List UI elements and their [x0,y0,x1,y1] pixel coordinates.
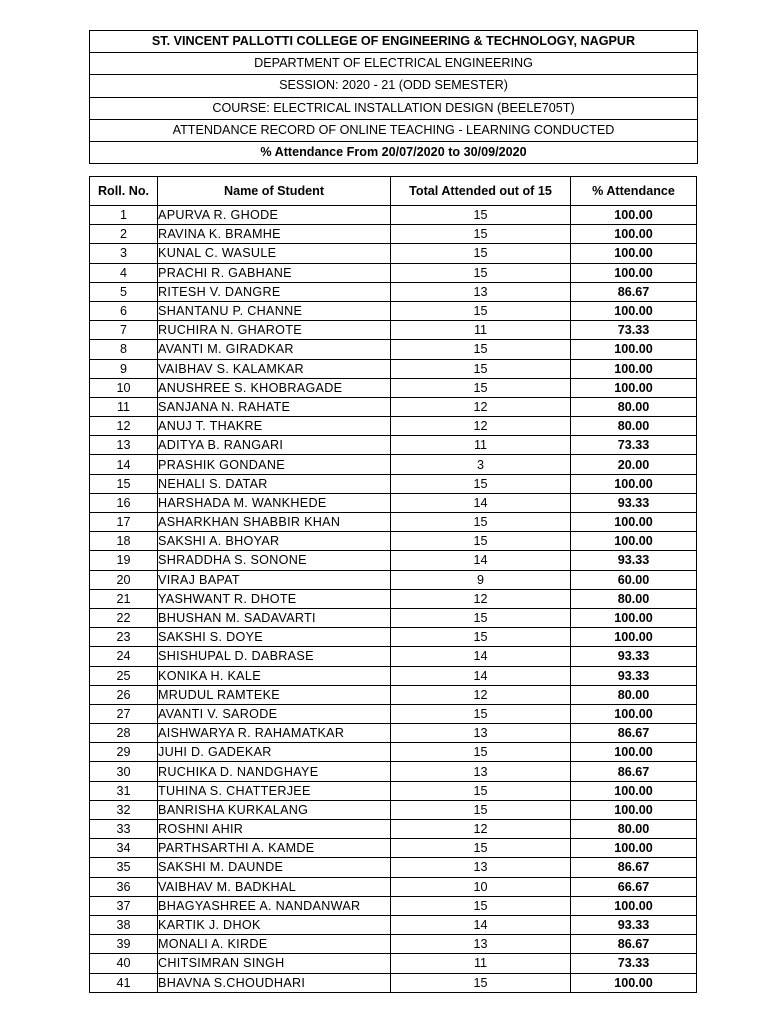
table-row [90,513,697,532]
student-name: MRUDUL RAMTEKE [158,685,391,704]
roll-number: 8 [90,340,158,359]
attendance-percent: 100.00 [571,206,697,225]
roll-number: 5 [90,282,158,301]
total-attended: 12 [391,589,571,608]
student-name: PRASHIK GONDANE [158,455,391,474]
attendance-percent: 100.00 [571,781,697,800]
attendance-percent: 86.67 [571,724,697,743]
table-row [90,935,697,954]
student-name: SHRADDHA S. SONONE [158,551,391,570]
total-attended: 15 [391,340,571,359]
course-label: COURSE: ELECTRICAL INSTALLATION DESIGN (BEELE705T) [90,98,697,120]
total-attended: 13 [391,935,571,954]
table-row [90,436,697,455]
college-name: ST. VINCENT PALLOTTI COLLEGE OF ENGINEERING & TECHNOLOGY, NAGPUR [90,31,697,53]
roll-number: 32 [90,800,158,819]
attendance-percent: 100.00 [571,340,697,359]
attendance-percent: 86.67 [571,858,697,877]
total-attended: 14 [391,551,571,570]
total-attended: 13 [391,858,571,877]
total-attended: 15 [391,704,571,723]
student-name: HARSHADA M. WANKHEDE [158,493,391,512]
table-row [90,896,697,915]
table-row [90,666,697,685]
column-header-name: Name of Student [158,177,391,206]
student-name: KUNAL C. WASULE [158,244,391,263]
student-name: JUHI D. GADEKAR [158,743,391,762]
student-name: SANJANA N. RAHATE [158,397,391,416]
student-name: KONIKA H. KALE [158,666,391,685]
attendance-percent: 100.00 [571,704,697,723]
table-row [90,685,697,704]
attendance-percent: 80.00 [571,685,697,704]
record-title: ATTENDANCE RECORD OF ONLINE TEACHING - LEARNING CONDUCTED [90,120,697,142]
table-row [90,321,697,340]
total-attended: 15 [391,973,571,992]
roll-number: 21 [90,589,158,608]
total-attended: 11 [391,954,571,973]
student-name: ANUSHREE S. KHOBRAGADE [158,378,391,397]
roll-number: 33 [90,820,158,839]
session-label: SESSION: 2020 - 21 (ODD SEMESTER) [90,75,697,97]
roll-number: 27 [90,704,158,723]
total-attended: 15 [391,800,571,819]
attendance-percent: 93.33 [571,647,697,666]
attendance-percent: 100.00 [571,608,697,627]
student-name: ANUJ T. THAKRE [158,417,391,436]
student-name: TUHINA S. CHATTERJEE [158,781,391,800]
roll-number: 37 [90,896,158,915]
table-row [90,589,697,608]
total-attended: 14 [391,493,571,512]
column-header-roll: Roll. No. [90,177,158,206]
student-name: APURVA R. GHODE [158,206,391,225]
table-row [90,378,697,397]
attendance-percent: 80.00 [571,417,697,436]
total-attended: 12 [391,685,571,704]
table-row [90,973,697,992]
attendance-percent: 100.00 [571,896,697,915]
total-attended: 15 [391,263,571,282]
roll-number: 25 [90,666,158,685]
table-row [90,858,697,877]
table-row [90,839,697,858]
attendance-percent: 73.33 [571,954,697,973]
attendance-percent: 100.00 [571,839,697,858]
table-row [90,359,697,378]
student-name: RAVINA K. BRAMHE [158,225,391,244]
table-row [90,417,697,436]
table-row [90,301,697,320]
roll-number: 39 [90,935,158,954]
attendance-percent: 20.00 [571,455,697,474]
attendance-percent: 60.00 [571,570,697,589]
student-name: AISHWARYA R. RAHAMATKAR [158,724,391,743]
table-row [90,225,697,244]
attendance-percent: 93.33 [571,666,697,685]
roll-number: 7 [90,321,158,340]
student-name: PARTHSARTHI A. KAMDE [158,839,391,858]
total-attended: 15 [391,839,571,858]
roll-number: 1 [90,206,158,225]
attendance-percent: 80.00 [571,397,697,416]
student-name: RUCHIKA D. NANDGHAYE [158,762,391,781]
total-attended: 15 [391,743,571,762]
attendance-percent: 86.67 [571,282,697,301]
attendance-percent: 100.00 [571,474,697,493]
attendance-percent: 86.67 [571,935,697,954]
table-row [90,244,697,263]
student-name: RUCHIRA N. GHAROTE [158,321,391,340]
student-name: SAKSHI S. DOYE [158,628,391,647]
table-row [90,532,697,551]
roll-number: 35 [90,858,158,877]
student-name: BHAGYASHREE A. NANDANWAR [158,896,391,915]
roll-number: 28 [90,724,158,743]
total-attended: 15 [391,378,571,397]
table-row [90,493,697,512]
total-attended: 15 [391,474,571,493]
attendance-rows [90,206,697,993]
table-row [90,915,697,934]
attendance-percent: 100.00 [571,359,697,378]
attendance-percent: 100.00 [571,628,697,647]
table-row [90,570,697,589]
table-row [90,608,697,627]
total-attended: 13 [391,282,571,301]
table-row [90,263,697,282]
attendance-percent: 100.00 [571,378,697,397]
roll-number: 4 [90,263,158,282]
roll-number: 12 [90,417,158,436]
student-name: BANRISHA KURKALANG [158,800,391,819]
total-attended: 12 [391,397,571,416]
total-attended: 14 [391,915,571,934]
roll-number: 40 [90,954,158,973]
total-attended: 15 [391,244,571,263]
attendance-table [89,176,697,993]
total-attended: 14 [391,666,571,685]
roll-number: 3 [90,244,158,263]
attendance-percent: 100.00 [571,800,697,819]
roll-number: 6 [90,301,158,320]
attendance-percent: 100.00 [571,244,697,263]
roll-number: 24 [90,647,158,666]
total-attended: 10 [391,877,571,896]
total-attended: 12 [391,820,571,839]
attendance-percent: 93.33 [571,493,697,512]
total-attended: 11 [391,436,571,455]
student-name: SHANTANU P. CHANNE [158,301,391,320]
department-name: DEPARTMENT OF ELECTRICAL ENGINEERING [90,53,697,75]
student-name: VAIBHAV M. BADKHAL [158,877,391,896]
roll-number: 10 [90,378,158,397]
attendance-percent: 100.00 [571,513,697,532]
roll-number: 19 [90,551,158,570]
total-attended: 15 [391,781,571,800]
column-header-total: Total Attended out of 15 [391,177,571,206]
table-row [90,474,697,493]
roll-number: 15 [90,474,158,493]
roll-number: 13 [90,436,158,455]
total-attended: 11 [391,321,571,340]
student-name: AVANTI M. GIRADKAR [158,340,391,359]
total-attended: 15 [391,225,571,244]
total-attended: 15 [391,513,571,532]
total-attended: 15 [391,628,571,647]
total-attended: 12 [391,417,571,436]
total-attended: 9 [391,570,571,589]
student-name: CHITSIMRAN SINGH [158,954,391,973]
total-attended: 15 [391,896,571,915]
student-name: VIRAJ BAPAT [158,570,391,589]
roll-number: 16 [90,493,158,512]
attendance-percent: 80.00 [571,589,697,608]
table-row [90,743,697,762]
student-name: ADITYA B. RANGARI [158,436,391,455]
total-attended: 13 [391,762,571,781]
roll-number: 2 [90,225,158,244]
column-header-percent: % Attendance [571,177,697,206]
table-row [90,724,697,743]
roll-number: 9 [90,359,158,378]
student-name: VAIBHAV S. KALAMKAR [158,359,391,378]
student-name: BHUSHAN M. SADAVARTI [158,608,391,627]
attendance-percent: 100.00 [571,743,697,762]
document-header [89,30,698,164]
table-row [90,206,697,225]
roll-number: 29 [90,743,158,762]
student-name: NEHALI S. DATAR [158,474,391,493]
student-name: SHISHUPAL D. DABRASE [158,647,391,666]
student-name: ROSHNI AHIR [158,820,391,839]
total-attended: 15 [391,532,571,551]
student-name: AVANTI V. SARODE [158,704,391,723]
student-name: KARTIK J. DHOK [158,915,391,934]
roll-number: 22 [90,608,158,627]
table-row [90,704,697,723]
attendance-period: % Attendance From 20/07/2020 to 30/09/2020 [90,142,697,164]
attendance-percent: 100.00 [571,973,697,992]
table-header-row [90,177,697,206]
attendance-percent: 93.33 [571,551,697,570]
roll-number: 14 [90,455,158,474]
total-attended: 15 [391,206,571,225]
student-name: PRACHI R. GABHANE [158,263,391,282]
roll-number: 30 [90,762,158,781]
attendance-percent: 93.33 [571,915,697,934]
roll-number: 41 [90,973,158,992]
attendance-percent: 86.67 [571,762,697,781]
table-row [90,282,697,301]
attendance-percent: 100.00 [571,532,697,551]
student-name: MONALI A. KIRDE [158,935,391,954]
table-row [90,781,697,800]
attendance-percent: 73.33 [571,321,697,340]
total-attended: 15 [391,359,571,378]
table-row [90,800,697,819]
roll-number: 26 [90,685,158,704]
roll-number: 34 [90,839,158,858]
attendance-percent: 100.00 [571,301,697,320]
attendance-percent: 73.33 [571,436,697,455]
table-row [90,551,697,570]
student-name: ASHARKHAN SHABBIR KHAN [158,513,391,532]
table-row [90,455,697,474]
roll-number: 17 [90,513,158,532]
student-name: SAKSHI A. BHOYAR [158,532,391,551]
table-row [90,877,697,896]
attendance-percent: 80.00 [571,820,697,839]
attendance-percent: 100.00 [571,225,697,244]
roll-number: 20 [90,570,158,589]
student-name: SAKSHI M. DAUNDE [158,858,391,877]
roll-number: 23 [90,628,158,647]
total-attended: 15 [391,608,571,627]
attendance-percent: 100.00 [571,263,697,282]
table-row [90,397,697,416]
student-name: BHAVNA S.CHOUDHARI [158,973,391,992]
attendance-percent: 66.67 [571,877,697,896]
roll-number: 31 [90,781,158,800]
total-attended: 3 [391,455,571,474]
table-row [90,954,697,973]
student-name: YASHWANT R. DHOTE [158,589,391,608]
total-attended: 13 [391,724,571,743]
student-name: RITESH V. DANGRE [158,282,391,301]
total-attended: 15 [391,301,571,320]
total-attended: 14 [391,647,571,666]
table-row [90,647,697,666]
roll-number: 38 [90,915,158,934]
table-row [90,340,697,359]
table-row [90,762,697,781]
roll-number: 18 [90,532,158,551]
table-row [90,820,697,839]
table-row [90,628,697,647]
roll-number: 11 [90,397,158,416]
roll-number: 36 [90,877,158,896]
